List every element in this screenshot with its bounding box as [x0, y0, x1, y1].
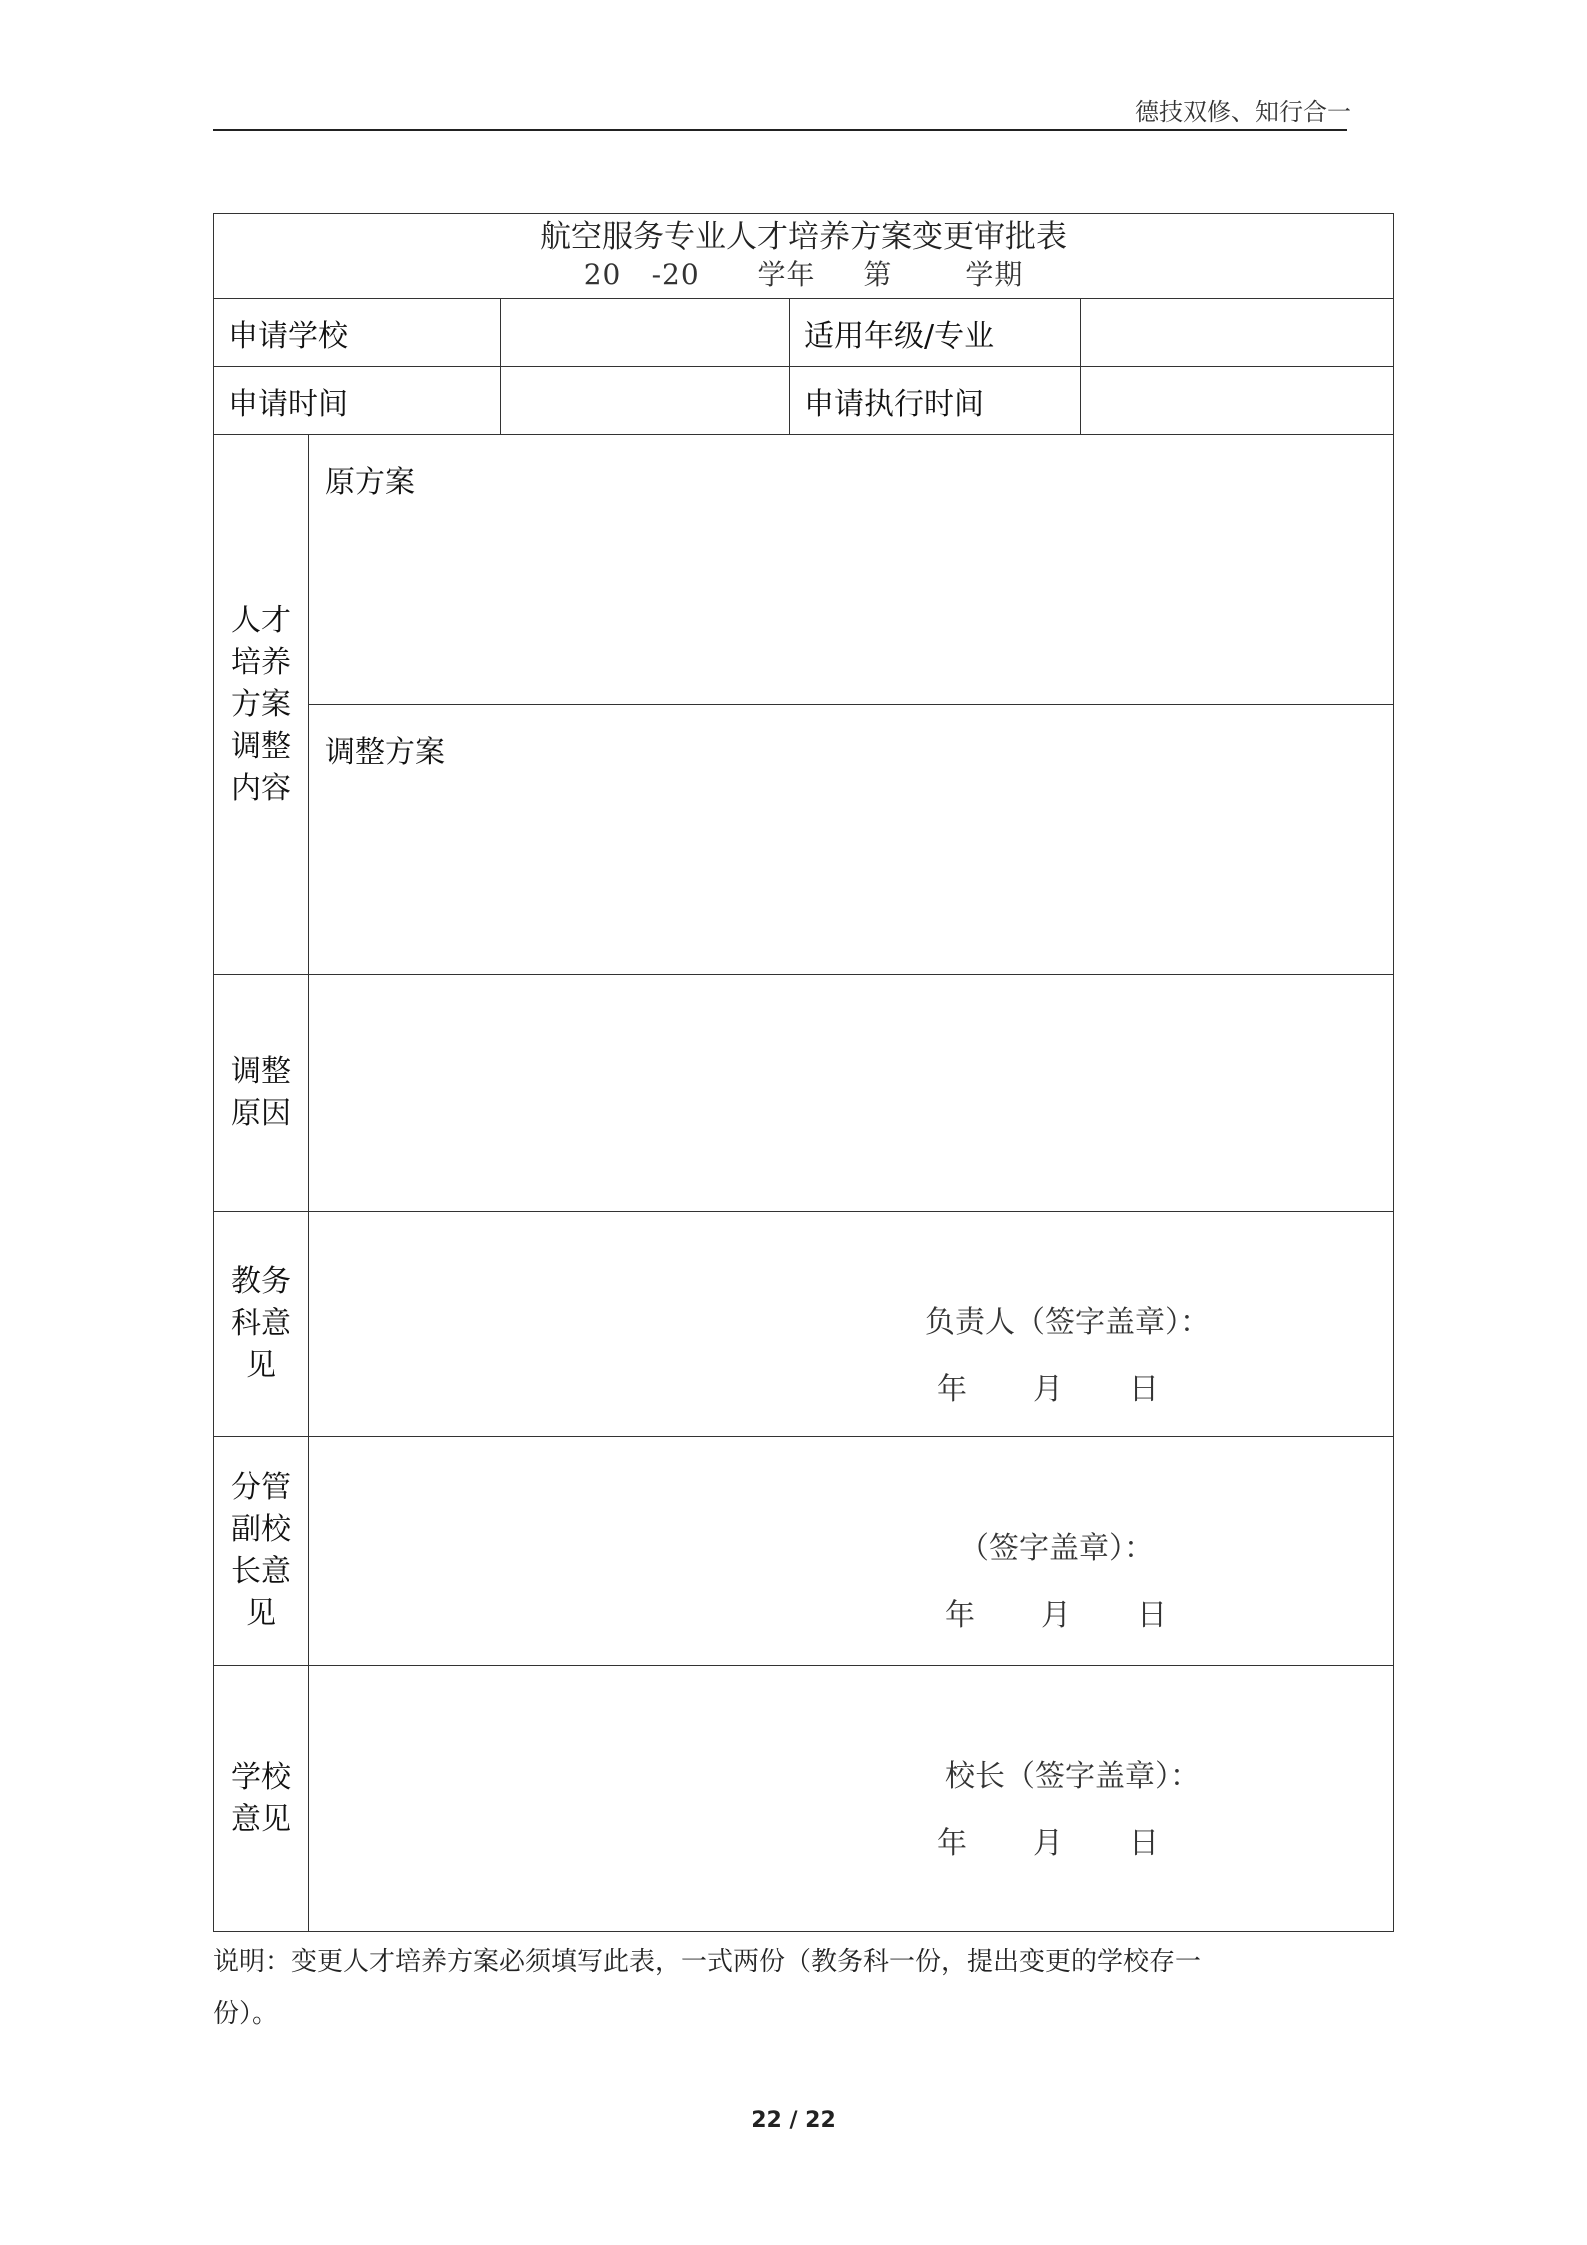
vice-year: 年 — [945, 1598, 975, 1633]
form-note — [213, 1936, 1313, 2040]
vice-month: 月 — [1041, 1598, 1071, 1633]
approval-form-table — [213, 213, 1394, 1932]
term-semester: 学期 — [965, 258, 1024, 291]
vice-principal-cell[interactable] — [309, 1437, 1394, 1666]
academic-day: 日 — [1129, 1372, 1159, 1407]
term-year-suffix: 学年 — [757, 258, 816, 291]
academic-label-line: 科意 — [231, 1306, 291, 1341]
content-label-line: 培养 — [231, 644, 291, 680]
vice-label-line: 见 — [246, 1596, 276, 1631]
reason-label-line: 原因 — [231, 1096, 291, 1131]
exec-time-label: 申请执行时间 — [790, 367, 1081, 435]
grade-major-label: 适用年级/专业 — [790, 299, 1081, 367]
reason-label — [214, 975, 309, 1212]
vice-principal-label — [214, 1437, 309, 1666]
content-label-line: 人才 — [231, 602, 291, 638]
vice-label-line: 分管 — [231, 1470, 291, 1505]
academic-signer: 负责人（签字盖章）： — [925, 1305, 1210, 1340]
vice-label-line: 副校 — [231, 1512, 291, 1547]
term-year-to: -20 — [651, 258, 700, 291]
term-line — [214, 256, 1393, 294]
term-ordinal: 第 — [863, 258, 893, 291]
school-signer: 校长（签字盖章）： — [945, 1759, 1200, 1794]
reason-cell[interactable] — [309, 975, 1394, 1212]
academic-opinion-label — [214, 1212, 309, 1437]
apply-time-value[interactable] — [501, 367, 790, 435]
note-line: 份）。 — [213, 1999, 279, 2029]
grade-major-value[interactable] — [1081, 299, 1394, 367]
school-label-line: 意见 — [231, 1801, 291, 1837]
vice-day: 日 — [1137, 1598, 1167, 1633]
note-line: 说明：变更人才培养方案必须填写此表，一式两份（教务科一份，提出变更的学校存一 — [213, 1947, 1202, 1977]
adjusted-plan-cell[interactable] — [309, 705, 1394, 975]
apply-time-label: 申请时间 — [214, 367, 501, 435]
page-number: 22 / 22 — [751, 2108, 836, 2133]
content-label-line: 方案 — [231, 686, 291, 722]
applicant-school-label: 申请学校 — [214, 299, 501, 367]
school-year: 年 — [937, 1826, 967, 1861]
exec-time-value[interactable] — [1081, 367, 1394, 435]
header-rule — [213, 129, 1347, 131]
academic-opinion-cell[interactable] — [309, 1212, 1394, 1437]
form-title: 航空服务专业人才培养方案变更审批表 — [540, 219, 1068, 255]
school-label-line: 学校 — [231, 1759, 291, 1795]
academic-month: 月 — [1033, 1372, 1063, 1407]
header-motto: 德技双修、知行合一 — [1135, 98, 1351, 126]
form-title-cell — [214, 214, 1394, 299]
vice-signer: （签字盖章）： — [959, 1531, 1154, 1566]
adjusted-plan-label: 调整方案 — [325, 735, 445, 770]
academic-label-line: 见 — [246, 1348, 276, 1383]
school-day: 日 — [1129, 1826, 1159, 1861]
term-year-from: 20 — [583, 258, 622, 291]
academic-label-line: 教务 — [231, 1264, 291, 1299]
school-opinion-label — [214, 1666, 309, 1932]
reason-label-line: 调整 — [231, 1054, 291, 1089]
content-label-line: 内容 — [231, 770, 291, 806]
school-month: 月 — [1033, 1826, 1063, 1861]
original-plan-label: 原方案 — [325, 465, 415, 500]
school-opinion-cell[interactable] — [309, 1666, 1394, 1932]
original-plan-cell[interactable] — [309, 435, 1394, 705]
applicant-school-value[interactable] — [501, 299, 790, 367]
vice-label-line: 长意 — [231, 1554, 291, 1589]
academic-year: 年 — [937, 1372, 967, 1407]
content-label — [214, 435, 309, 975]
content-label-line: 调整 — [231, 728, 291, 764]
